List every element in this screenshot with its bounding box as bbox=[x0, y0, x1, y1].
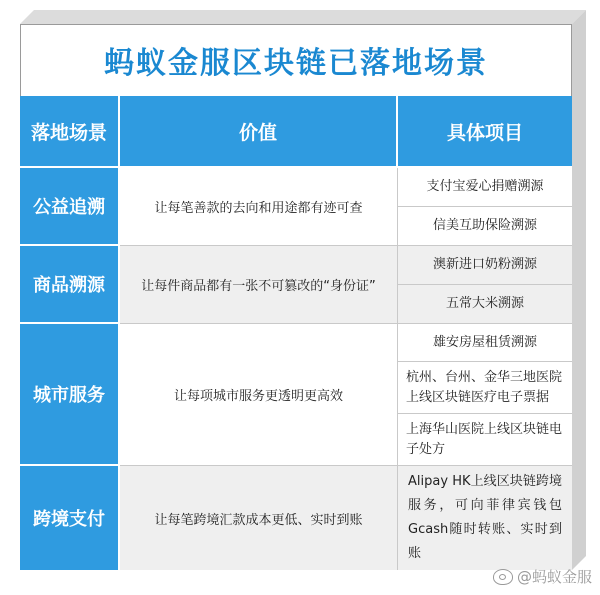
frame-top-edge bbox=[20, 10, 586, 24]
watermark bbox=[493, 566, 592, 587]
scenario-cell: 公益追溯 bbox=[20, 168, 120, 246]
value-cell: 让每项城市服务更透明更高效 bbox=[120, 324, 398, 466]
project-cell: Alipay HK上线区块链跨境服务，可向菲律宾钱包Gcash随时转账、实时到账 bbox=[398, 466, 572, 570]
project-cell: 支付宝爱心捐赠溯源 bbox=[398, 168, 572, 207]
value-cell: 让每笔善款的去向和用途都有迹可查 bbox=[120, 168, 398, 246]
watermark-text: @蚂蚁金服 bbox=[516, 568, 592, 586]
project-cell: 上海华山医院上线区块链电子处方 bbox=[398, 414, 572, 466]
page-title: 蚂蚁金服区块链已落地场景 bbox=[104, 46, 488, 81]
project-cell: 信美互助保险溯源 bbox=[398, 207, 572, 246]
scenario-table bbox=[20, 96, 572, 570]
weibo-icon bbox=[493, 569, 513, 585]
value-cell: 让每笔跨境汇款成本更低、实时到账 bbox=[120, 466, 398, 570]
header-scenario: 落地场景 bbox=[20, 96, 120, 168]
header-projects: 具体项目 bbox=[398, 96, 572, 168]
project-cell: 五常大米溯源 bbox=[398, 285, 572, 324]
project-cell: 雄安房屋租赁溯源 bbox=[398, 324, 572, 362]
scenario-cell: 跨境支付 bbox=[20, 466, 120, 570]
value-cell: 让每件商品都有一张不可篡改的“身份证” bbox=[120, 246, 398, 324]
scenario-cell: 城市服务 bbox=[20, 324, 120, 466]
scenario-cell: 商品溯源 bbox=[20, 246, 120, 324]
frame-right-edge bbox=[572, 10, 586, 570]
project-cell: 杭州、台州、金华三地医院上线区块链医疗电子票据 bbox=[398, 362, 572, 414]
header-value: 价值 bbox=[120, 96, 398, 168]
project-cell: 澳新进口奶粉溯源 bbox=[398, 246, 572, 285]
